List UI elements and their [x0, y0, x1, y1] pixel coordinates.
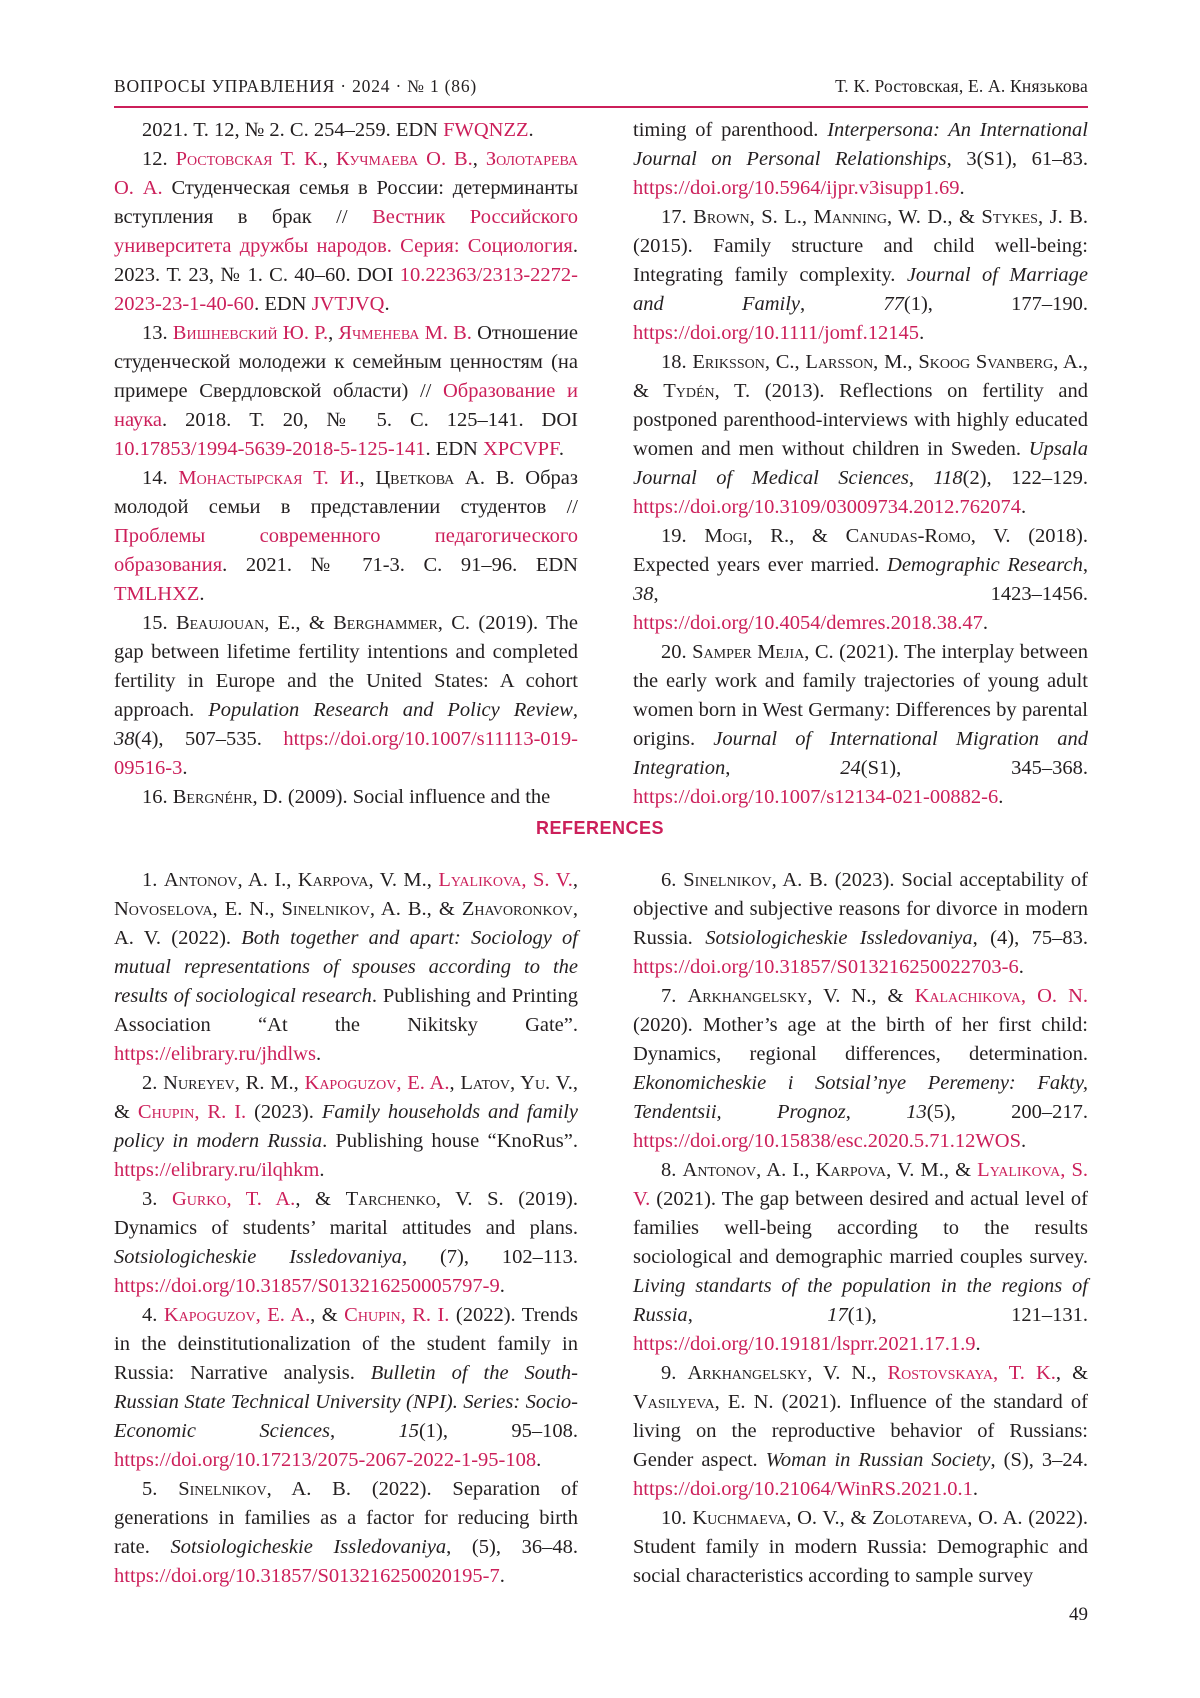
reference-link[interactable]: https://doi.org/10.21064/WinRS.2021.0.1	[633, 1478, 973, 1500]
reference-entry	[114, 1185, 578, 1301]
reference-text: . 2023. Т. 23, № 1. С. 40–60. DOI	[114, 235, 578, 286]
top-right-column	[633, 116, 1088, 812]
reference-link[interactable]: https://doi.org/10.19181/lsprr.2021.17.1.9	[633, 1333, 976, 1355]
bottom-right-column	[633, 866, 1088, 1591]
reference-link[interactable]: https://doi.org/10.31857/S013216250022703-6	[633, 956, 1019, 978]
reference-text: ,	[871, 1362, 888, 1384]
reference-link[interactable]: Проблемы современного педагогического образования	[114, 525, 578, 576]
reference-text: (2021). Influence of the standard of living on the reproductive behavior of Russians: Gender aspect.	[633, 1391, 1088, 1471]
reference-text: Sinelnikov, A. B.	[178, 1478, 351, 1500]
reference-text: Antonov, A. I., Karpova, V. M.,	[163, 869, 439, 891]
reference-text: .	[972, 1478, 979, 1500]
reference-text: . 2021. № 71-3. С. 91–96. EDN	[222, 554, 578, 576]
reference-text: 17	[827, 1304, 848, 1326]
reference-entry	[633, 866, 1088, 982]
reference-text: 6.	[661, 869, 684, 891]
reference-text: ,	[1082, 554, 1088, 576]
reference-link[interactable]: https://doi.org/10.5964/ijpr.v3isupp1.69	[633, 177, 960, 199]
reference-text: . Publishing and Printing Association “At the Nikitsky Gate”.	[114, 985, 578, 1036]
reference-text: Brown, S. L., Manning, W. D., & Stykes, J. B.	[693, 206, 1089, 228]
reference-text: 7.	[661, 985, 688, 1007]
reference-text: Vasilyeva, E. N.	[633, 1391, 774, 1413]
reference-entry	[633, 982, 1088, 1156]
reference-link[interactable]: https://doi.org/10.1007/s11113-019-09516-3	[114, 728, 578, 779]
reference-text: . EDN	[425, 438, 483, 460]
references-heading: REFERENCES	[535, 818, 665, 838]
reference-text: Sinelnikov, A. B.	[683, 869, 828, 891]
journal-title: ВОПРОСЫ УПРАВЛЕНИЯ · 2024 · № 1 (86)	[114, 76, 478, 96]
reference-link[interactable]: Кучмаева О. В.	[335, 148, 473, 170]
reference-text: Студенческая семья в России: детерминанты вступления в брак //	[114, 177, 578, 228]
reference-text: 3.	[142, 1188, 172, 1210]
reference-link[interactable]: XPCVPF	[482, 438, 559, 460]
reference-link[interactable]: Gurko, T. A.	[171, 1188, 296, 1210]
reference-text: ,	[322, 148, 336, 170]
reference-text: Arkhangelsky, V. N.	[687, 1362, 872, 1384]
reference-text: Antonov, A. I., Karpova, V. M., &	[682, 1159, 978, 1181]
reference-text: .	[1021, 496, 1027, 518]
reference-text: Novoselova, E. N., Sinelnikov, A. B., & Zhavoronkov, A. V.	[114, 898, 578, 949]
reference-text: Journal of International Migration and Integration	[633, 728, 1088, 779]
reference-text: 2.	[142, 1072, 164, 1094]
reference-link[interactable]: Rostovskaya, T. K.	[887, 1362, 1056, 1384]
reference-link[interactable]: https://doi.org/10.15838/esc.2020.5.71.12WOS	[633, 1130, 1021, 1152]
reference-text: Bulletin of the South-Russian State Technical University (NPI). Series: Socio-Economic Sciences	[114, 1362, 579, 1442]
reference-entry	[633, 1359, 1088, 1504]
reference-text: Tarchenko, V. S.	[345, 1188, 504, 1210]
reference-link[interactable]: https://doi.org/10.4054/demres.2018.38.47	[633, 612, 983, 634]
reference-text: Sotsiologicheskie Issledovaniya	[170, 1536, 447, 1558]
reference-link[interactable]: TMLHXZ	[114, 583, 200, 605]
reference-text: ,	[725, 757, 841, 779]
reference-text: (1), 177–190.	[903, 293, 1088, 315]
reference-text: (2021). The gap between desired and actual level of families well-being according to the results sociological and demographic married couples survey.	[633, 1188, 1088, 1268]
reference-link[interactable]: https://elibrary.ru/ilqhkm	[114, 1159, 320, 1181]
reference-text: (2019). Dynamics of students’ marital attitudes and plans.	[114, 1188, 579, 1239]
reference-text: .	[558, 438, 564, 460]
reference-text: Ekonomicheskie i Sotsial’nye Peremeny: Fakty, Tendentsii, Prognoz	[633, 1072, 1088, 1123]
reference-text: (2009). Social influence and the	[282, 786, 551, 808]
reference-text: 9.	[661, 1362, 688, 1384]
reference-text: , 1423–1456.	[653, 583, 1088, 605]
reference-text: 15.	[142, 612, 176, 634]
reference-text: .	[919, 322, 925, 344]
reference-link[interactable]: Ячменева М. В.	[338, 322, 472, 344]
reference-text: Journal of Marriage and Family	[633, 264, 1088, 315]
reference-text: , &	[1055, 1362, 1089, 1384]
reference-text: 12.	[142, 148, 176, 170]
reference-text: 13	[906, 1101, 927, 1123]
reference-link[interactable]: Chupin, R. I.	[344, 1304, 450, 1326]
reference-link[interactable]: JVTJVQ	[311, 293, 385, 315]
reference-text: Отношение студенческой молодежи к семейным ценностям (на примере Свердловской области) //	[114, 322, 578, 402]
reference-link[interactable]: https://doi.org/10.1007/s12134-021-00882-6	[633, 786, 999, 808]
reference-link[interactable]: https://doi.org/10.31857/S013216250005797-9	[114, 1275, 500, 1297]
reference-text: 38	[633, 583, 654, 605]
reference-text: .	[182, 757, 188, 779]
reference-text: 8.	[661, 1159, 683, 1181]
reference-text: .	[528, 119, 534, 141]
reference-link[interactable]: 10.17853/1994-5639-2018-5-125-141	[114, 438, 426, 460]
page-number: 49	[1069, 1604, 1088, 1625]
reference-text: (2022).	[161, 927, 242, 949]
reference-text: (2022). Trends in the deinstitutionalization of the student family in Russia: Narrative analysis.	[114, 1304, 578, 1384]
reference-link[interactable]: Chupin, R. I.	[137, 1101, 247, 1123]
reference-entry	[633, 348, 1088, 522]
reference-text: Samper Mejia, C.	[692, 641, 834, 663]
reference-text: Family households and family policy in modern Russia	[114, 1101, 578, 1152]
reference-text: .	[384, 293, 390, 315]
reference-entry	[114, 1069, 578, 1185]
reference-text: .	[499, 1275, 505, 1297]
reference-text: (2013). Reflections on fertility and postponed parenthood-interviews with highly educated women and men without children in Sweden.	[633, 380, 1088, 460]
reference-entry	[114, 145, 578, 319]
reference-text: 15	[398, 1420, 419, 1442]
reference-text: .	[1018, 956, 1024, 978]
reference-text: 16.	[142, 786, 173, 808]
running-header	[114, 76, 1088, 108]
reference-entry	[633, 1156, 1088, 1359]
reference-link[interactable]: https://doi.org/10.1111/jomf.12145	[633, 322, 920, 344]
reference-entry	[114, 116, 578, 145]
reference-text: Living standarts of the population in the regions of Russia	[633, 1275, 1088, 1326]
running-authors: Т. К. Ростовская, Е. А. Князькова	[835, 76, 1088, 96]
reference-text: . Publishing house “KnoRus”.	[322, 1130, 579, 1152]
reference-entry	[633, 638, 1088, 812]
reference-text: .	[319, 1159, 325, 1181]
reference-entry	[114, 783, 578, 812]
reference-text: 5.	[142, 1478, 179, 1500]
reference-text: 1.	[142, 869, 164, 891]
reference-link[interactable]: Kalachikova, O. N.	[914, 985, 1088, 1007]
reference-text: . 2018. Т. 20, № 5. С. 125–141. DOI	[162, 409, 578, 431]
reference-text: 24	[840, 757, 861, 779]
reference-text: (S1), 345–368.	[860, 757, 1088, 779]
reference-text: (2022). Student family in modern Russia: Demographic and social characteristics according to sample survey	[633, 1507, 1089, 1587]
reference-link[interactable]: Вестник Российского университета дружбы народов. Серия: Социология	[114, 206, 579, 257]
reference-text: Цветкова А. В.	[375, 467, 515, 489]
reference-text: (2021). The interplay between the early work and family trajectories of young adult women born in West Germany: Differences by parental origins.	[633, 641, 1089, 750]
top-left-column	[114, 116, 578, 812]
reference-text: 17.	[661, 206, 694, 228]
reference-text: .	[1020, 1130, 1027, 1152]
reference-text: , (5), 36–48.	[446, 1536, 578, 1558]
reference-text: ,	[800, 293, 884, 315]
reference-entry	[633, 116, 1088, 203]
reference-text: , (4), 75–83.	[972, 927, 1088, 949]
reference-entry	[114, 866, 578, 1069]
reference-text: ,	[329, 1420, 399, 1442]
reference-entry	[114, 609, 578, 783]
reference-text: 18.	[661, 351, 693, 373]
reference-text: Population Research and Policy Review	[208, 699, 573, 721]
reference-text: 77	[883, 293, 904, 315]
reference-text: Beaujouan, E., & Berghammer, C.	[175, 612, 471, 634]
reference-link[interactable]: 10.22363/2313-2272-2023-23-1-40-60	[114, 264, 578, 315]
reference-link[interactable]: Ростовская Т. К.	[175, 148, 323, 170]
reference-text: ,	[472, 148, 486, 170]
reference-link[interactable]: Образование и наука	[114, 380, 578, 431]
reference-text: Sotsiologicheskie Issledovaniya	[114, 1246, 402, 1268]
bottom-left-column	[114, 866, 578, 1591]
reference-entry	[633, 522, 1088, 638]
reference-link[interactable]: Kapoguzov, E. A.	[304, 1072, 450, 1094]
reference-text: Latov, Yu. V., &	[114, 1072, 579, 1123]
reference-text: (2018). Expected years ever married.	[633, 525, 1089, 576]
reference-text: (2015). Family structure and child well-being: Integrating family complexity.	[633, 235, 1088, 286]
reference-entry	[633, 1504, 1088, 1591]
reference-text: 13.	[142, 322, 173, 344]
reference-text: ,	[328, 322, 339, 344]
reference-entry	[114, 1301, 578, 1475]
reference-text: 10.	[661, 1507, 693, 1529]
reference-text: (1), 121–131.	[847, 1304, 1088, 1326]
reference-text: (4), 507–535.	[134, 728, 284, 750]
reference-text: 2021. Т. 12, № 2. С. 254–259. EDN	[142, 119, 444, 141]
reference-text: .	[499, 1565, 505, 1587]
reference-link[interactable]: Lyalikova, S. V.	[438, 869, 573, 891]
reference-link[interactable]: FWQNZZ	[443, 119, 529, 141]
reference-text: Both together and apart: Sociology of mutual representations of spouses according to the results of sociological research	[114, 927, 578, 1007]
reference-text: (2020). Mother’s age at the birth of her first child: Dynamics, regional differences, determination.	[633, 1014, 1088, 1065]
reference-text: Kuchmaeva, O. V., & Zolotareva, O. A.	[692, 1507, 1023, 1529]
reference-text: (2022). Separation of generations in families as a factor for reducing birth rate.	[114, 1478, 578, 1558]
reference-text: 4.	[142, 1304, 164, 1326]
reference-text: 20.	[661, 641, 693, 663]
reference-text: .	[975, 1333, 981, 1355]
reference-link[interactable]: https://elibrary.ru/jhdlws	[114, 1043, 316, 1065]
reference-text: (1), 95–108.	[418, 1420, 578, 1442]
reference-text: , (7), 102–113.	[401, 1246, 578, 1268]
reference-text: Nureyev, R. M.,	[163, 1072, 305, 1094]
reference-link[interactable]: https://doi.org/10.17213/2075-2067-2022-1-95-108	[114, 1449, 537, 1471]
reference-text: 14.	[142, 467, 179, 489]
reference-text: , &	[871, 985, 915, 1007]
reference-text: . EDN	[254, 293, 312, 315]
reference-text: Demographic Research	[887, 554, 1083, 576]
reference-text: (2), 122–129.	[962, 467, 1089, 489]
reference-text: ,	[845, 1101, 907, 1123]
reference-text: (2023).	[246, 1101, 322, 1123]
reference-text: .	[315, 1043, 322, 1065]
reference-text: Mogi, R., & Canudas-Romo, V.	[704, 525, 1011, 547]
reference-link[interactable]: Монастырская Т. И.	[178, 467, 360, 489]
reference-text: , &	[295, 1188, 346, 1210]
reference-text: ,	[687, 1304, 828, 1326]
reference-text: Upsala Journal of Medical Sciences	[633, 438, 1088, 489]
reference-text: (2023). Social acceptability of objective and subjective reasons for divorce in modern Russia.	[633, 869, 1088, 949]
reference-link[interactable]: Lyalikova, S. V.	[633, 1159, 1089, 1210]
reference-text: ,	[572, 869, 578, 891]
reference-text: .	[199, 583, 205, 605]
reference-text: , &	[310, 1304, 345, 1326]
reference-link[interactable]: https://doi.org/10.31857/S013216250020195-7	[114, 1565, 500, 1587]
reference-link[interactable]: https://doi.org/10.3109/03009734.2012.762074	[633, 496, 1021, 518]
reference-text: (5), 200–217.	[926, 1101, 1089, 1123]
reference-text: Sotsiologicheskie Issledovaniya	[705, 927, 973, 949]
reference-link[interactable]: Золотарева О. А.	[114, 148, 579, 199]
reference-text: 38	[114, 728, 135, 750]
reference-text: Bergnéhr, D.	[172, 786, 283, 808]
reference-text: Образ молодой семьи в представлении студентов //	[114, 467, 578, 518]
reference-entry	[114, 319, 578, 464]
reference-text: Eriksson, C., Larsson, M., Skoog Svanberg, A., & Tydén, T.	[633, 351, 1089, 402]
reference-text: .	[998, 786, 1004, 808]
reference-text: , (S), 3–24.	[990, 1449, 1088, 1471]
reference-text: .	[982, 612, 988, 634]
reference-text: (2019). The gap between lifetime fertility intentions and completed fertility in Europe and the United States: A cohort approach.	[114, 612, 578, 721]
reference-text: ,	[572, 699, 579, 721]
reference-entry	[633, 203, 1088, 348]
reference-text: .	[536, 1449, 542, 1471]
reference-text: Arkhangelsky, V. N.	[687, 985, 872, 1007]
reference-text: ,	[359, 467, 376, 489]
reference-entry	[114, 1475, 578, 1591]
reference-text: .	[959, 177, 965, 199]
reference-text: 118	[933, 467, 963, 489]
reference-text: timing of parenthood.	[633, 119, 828, 141]
reference-text: ,	[449, 1072, 461, 1094]
reference-text: Interpersona: An International Journal on Personal Relationships	[633, 119, 1088, 170]
reference-entry	[114, 464, 578, 609]
reference-text: ,	[908, 467, 934, 489]
reference-link[interactable]: Kapoguzov, E. A.	[163, 1304, 311, 1326]
reference-text: Woman in Russian Society	[765, 1449, 991, 1471]
reference-text: 19.	[661, 525, 705, 547]
reference-text: , 3(S1), 61–83.	[946, 148, 1088, 170]
reference-link[interactable]: Вишневский Ю. Р.	[172, 322, 329, 344]
